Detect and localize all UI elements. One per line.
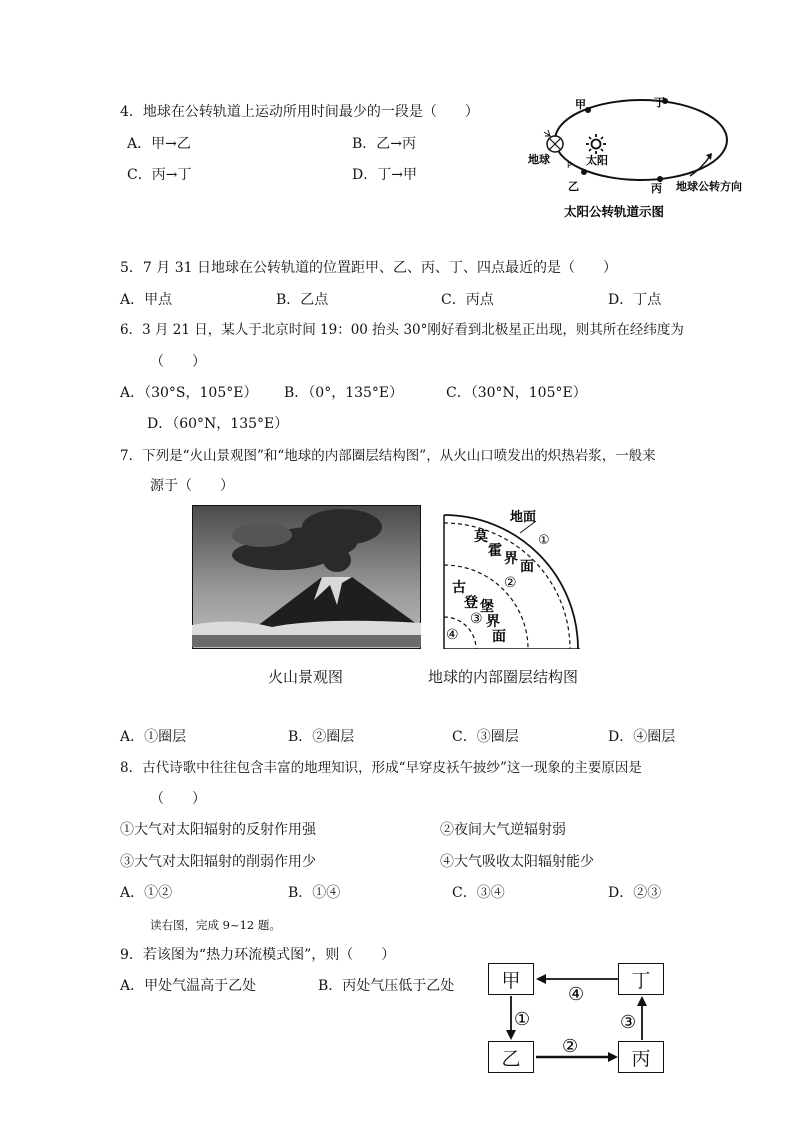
q6-option-d: D．（60°N，135°E）	[147, 416, 289, 432]
earth-layers-diagram	[440, 505, 590, 649]
label-p: P	[567, 161, 572, 170]
volcano-photo	[192, 505, 421, 649]
point-yi	[581, 169, 587, 175]
label-moho-2: 霍	[488, 543, 502, 559]
q5-stem: 5．7 月 31 日地球在公转轨道的位置距甲、乙、丙、丁、四点最近的是（ ）	[120, 260, 617, 276]
label-earth: 地球	[528, 153, 550, 166]
caption-layers: 地球的内部圈层结构图	[428, 668, 579, 686]
circulation-box-yi: 乙	[488, 1041, 534, 1073]
circulation-label-2: ②	[562, 1036, 579, 1057]
q4-stem: 4．地球在公转轨道上运动所用时间最少的一段是（ ）	[120, 104, 479, 120]
q7-option-d: D．④圈层	[608, 729, 676, 745]
label-layer-3: ③	[470, 611, 483, 627]
earth-icon	[544, 130, 563, 152]
orbit-diagram	[520, 92, 760, 222]
q6-option-b: B．（0°，135°E）	[284, 385, 404, 401]
q4-option-d: D．丁→甲	[352, 167, 417, 183]
q8-option-a: A．①②	[120, 885, 173, 901]
label-gutenberg-5: 面	[492, 629, 506, 645]
q9-option-b: B．丙处气压低于乙处	[318, 978, 455, 994]
q7-stem-line2: 源于（ ）	[150, 478, 234, 494]
circulation-label-3: ③	[620, 1012, 637, 1033]
q5-option-d: D．丁点	[608, 292, 662, 308]
sun-icon	[586, 134, 606, 154]
q8-statement-3: ③大气对太阳辐射的削弱作用少	[120, 854, 316, 870]
label-direction: 地球公转方向	[676, 180, 742, 193]
q5-option-a: A．甲点	[120, 292, 173, 308]
label-layer-1: ①	[538, 533, 550, 548]
label-ding: 丁	[654, 96, 665, 109]
q7-option-a: A．①圈层	[120, 729, 187, 745]
q4-option-a: A．甲→乙	[127, 136, 191, 152]
orbit-caption: 太阳公转轨道示图	[564, 204, 665, 219]
q7-option-c: C．③圈层	[452, 729, 519, 745]
label-moho-1: 莫	[474, 529, 488, 545]
circulation-box-ding: 丁	[618, 963, 664, 995]
label-moho-4: 面	[520, 559, 534, 575]
label-gutenberg-1: 古	[452, 580, 466, 596]
q4-option-b: B．乙→丙	[352, 136, 417, 152]
q8-option-b: B．①④	[288, 885, 341, 901]
q8-stem-line1: 8．古代诗歌中往往包含丰富的地理知识，形成“早穿皮袄午披纱”这一现象的主要原因是	[120, 760, 642, 776]
q4-option-c: C．丙→丁	[127, 167, 192, 183]
q7-stem-line1: 7．下列是“火山景观图”和“地球的内部圈层结构图”，从火山口喷发出的炽热岩浆，一般来	[120, 448, 656, 464]
label-gutenberg-2: 登	[464, 595, 478, 611]
q5-option-c: C．丙点	[441, 292, 494, 308]
label-sun: 太阳	[586, 154, 608, 167]
q8-option-d: D．②③	[608, 885, 662, 901]
q9-option-a: A．甲处气温高于乙处	[120, 978, 257, 994]
q8-option-c: C．③④	[452, 885, 505, 901]
label-gutenberg-3: 堡	[480, 599, 494, 615]
circulation-arrows	[480, 960, 680, 1080]
label-surface: 地面	[510, 510, 537, 525]
circulation-box-jia: 甲	[488, 963, 534, 995]
q6-option-a: A．（30°S，105°E）	[120, 385, 258, 401]
q8-statement-4: ④大气吸收太阳辐射能少	[440, 854, 594, 870]
label-layer-4: ④	[446, 627, 459, 643]
q5-option-b: B．乙点	[276, 292, 329, 308]
q8-statement-2: ②夜间大气逆辐射弱	[440, 822, 566, 838]
label-jia: 甲	[575, 98, 586, 111]
q6-stem-line2: （ ）	[150, 354, 206, 370]
label-gutenberg-4: 界	[486, 614, 500, 630]
label-moho-3: 界	[504, 551, 518, 567]
q8-stem-line2: （ ）	[150, 791, 206, 807]
circulation-label-1: ①	[514, 1009, 531, 1030]
q9-stem: 9．若该图为“热力环流模式图”，则（ ）	[120, 947, 396, 963]
q6-stem-line1: 6．3 月 21 日，某人于北京时间 19：00 抬头 30°刚好看到北极星正出现，则其所在经纬度为	[120, 322, 684, 338]
label-bing: 丙	[651, 182, 662, 195]
circulation-box-bing: 丙	[618, 1041, 664, 1073]
q6-option-c: C．（30°N，105°E）	[446, 385, 587, 401]
q7-option-b: B．②圈层	[288, 729, 355, 745]
circulation-label-4: ④	[568, 984, 585, 1005]
read-note: 读右图，完成 9~12 题。	[150, 918, 281, 932]
label-layer-2: ②	[504, 575, 517, 591]
label-yi: 乙	[568, 180, 579, 193]
caption-volcano: 火山景观图	[268, 668, 344, 686]
q8-statement-1: ①大气对太阳辐射的反射作用强	[120, 822, 316, 838]
